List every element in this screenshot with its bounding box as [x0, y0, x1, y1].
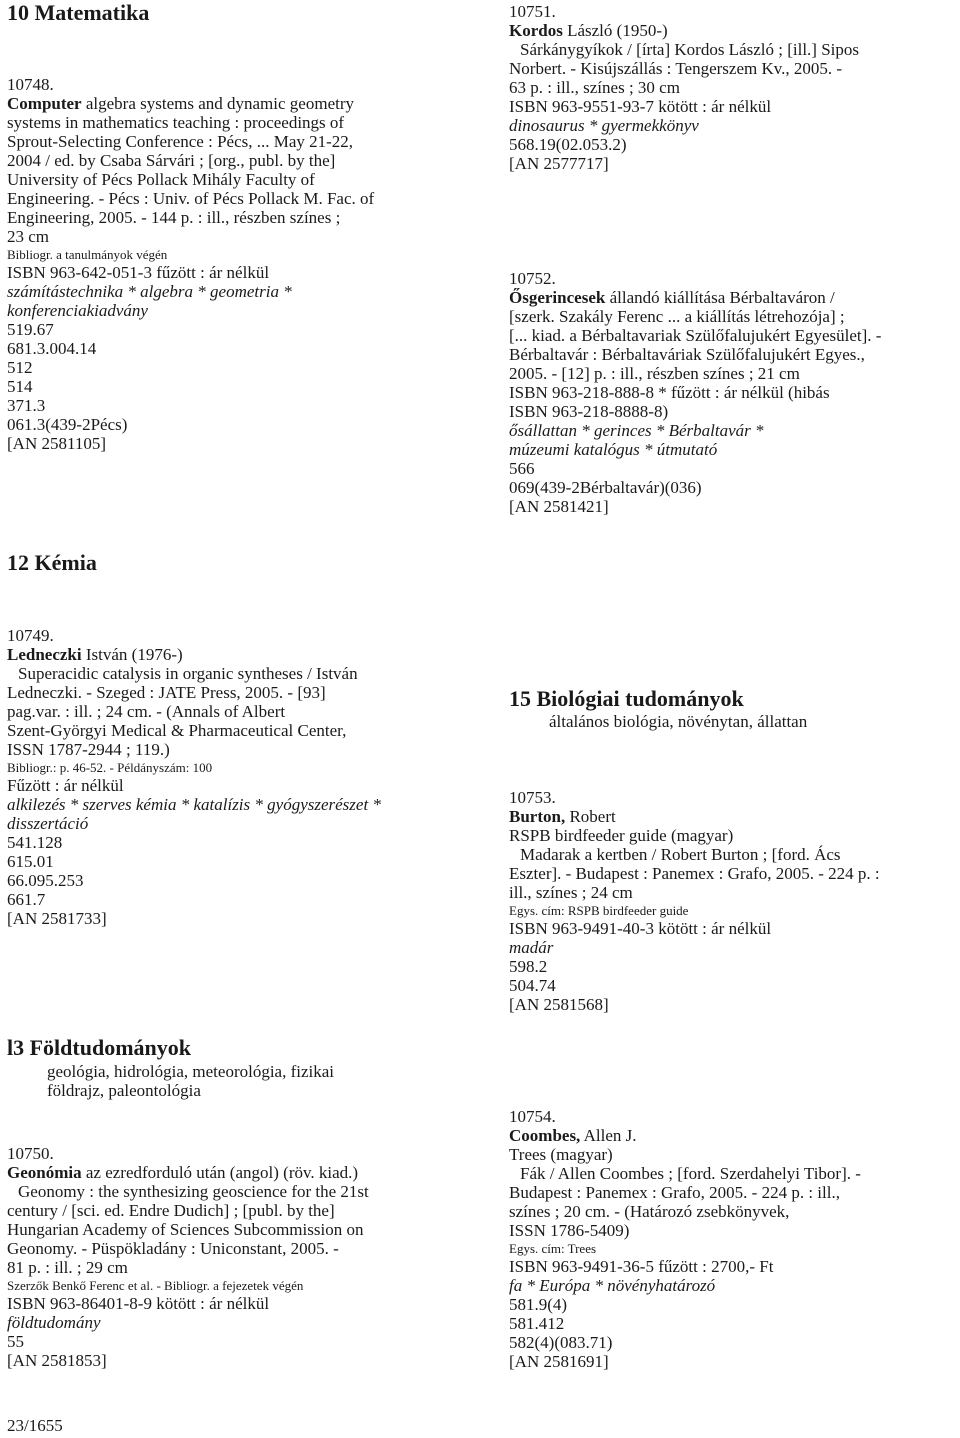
entry-line: Bérbaltavár : Bérbaltaváriak Szülőfalujukért Egyes., — [509, 345, 865, 364]
section-13-heading — [7, 1036, 457, 1100]
entry-code: [AN 2577717] — [509, 154, 609, 173]
section-subtitle: földrajz, paleontológia — [47, 1081, 201, 1100]
entry-line: [... kiad. a Bérbaltavariak Szülőfalujukért Egyesület]. - — [509, 326, 882, 345]
section-12-heading — [7, 551, 457, 575]
entry-line: Eszter]. - Budapest : Panemex : Grafo, 2005. - 224 p. : — [509, 864, 880, 883]
entry-subjects: földtudomány — [7, 1313, 101, 1332]
entry-heading-word: Ledneczki — [7, 645, 82, 664]
entry-title-line: Sárkánygyíkok / [írta] Kordos László ; [ill.] Sipos — [520, 40, 860, 59]
entry-title-line: Geonomy : the synthesizing geoscience for the 21st — [18, 1182, 369, 1201]
entry-10754 — [509, 1107, 959, 1371]
entry-line: Sprout-Selecting Conference : Pécs, ... May 21-22, — [7, 132, 354, 151]
entry-heading — [7, 645, 457, 664]
entry-note: Bibliogr.: p. 46-52. - Példányszám: 100 — [7, 760, 213, 775]
entry-10753 — [509, 788, 959, 1014]
entry-code: 681.3.004.14 — [7, 339, 97, 358]
entry-line: ISBN 963-218-8888-8) — [509, 402, 669, 421]
entry-subjects: alkilezés * szerves kémia * katalízis * gyógyszerészet * — [7, 795, 381, 814]
entry-line: Ledneczki. - Szeged : JATE Press, 2005. - [93] — [7, 683, 326, 702]
entry-code: 66.095.253 — [7, 871, 84, 890]
section-subtitle: általános biológia, növénytan, állattan — [549, 712, 808, 731]
entry-heading — [509, 1126, 959, 1145]
entry-line: Hungarian Academy of Sciences Subcommission on — [7, 1220, 364, 1239]
entry-code: 582(4)(083.71) — [509, 1333, 613, 1352]
entry-line: Budapest : Panemex : Grafo, 2005. - 224 p. : ill., — [509, 1183, 840, 1202]
entry-title-line: Madarak a kertben / Robert Burton ; [ford. Ács — [520, 845, 841, 864]
entry-note: Szerzők Benkő Ferenc et al. - Bibliogr. a fejezetek végén — [7, 1278, 304, 1293]
entry-heading — [509, 21, 959, 40]
page-number: 23/1655 — [7, 1416, 63, 1435]
entry-heading — [509, 807, 959, 826]
entry-line: ISBN 963-218-888-8 * fűzött : ár nélkül (hibás — [509, 383, 830, 402]
entry-number: 10750. — [7, 1144, 54, 1163]
entry-line: pag.var. : ill. ; 24 cm. - (Annals of Albert — [7, 702, 286, 721]
entry-title-line: Fák / Allen Coombes ; [ford. Szerdahelyi Tibor]. - — [520, 1164, 861, 1183]
entry-code: 504.74 — [509, 976, 556, 995]
entry-code: 514 — [7, 377, 33, 396]
entry-code: 061.3(439-2Pécs) — [7, 415, 128, 434]
entry-isbn: ISBN 963-9491-40-3 kötött : ár nélkül — [509, 919, 772, 938]
entry-subjects: múzeumi katalógus * útmutató — [509, 440, 718, 459]
section-10-heading — [7, 1, 457, 25]
entry-subjects: dinosaurus * gyermekkönyv — [509, 116, 699, 135]
entry-number: 10749. — [7, 626, 54, 645]
entry-code: [AN 2581105] — [7, 434, 106, 453]
section-title: 15 Biológiai tudományok — [509, 686, 744, 711]
entry-title-line: Superacidic catalysis in organic syntheses / István — [18, 664, 358, 683]
entry-note: Bibliogr. a tanulmányok végén — [7, 247, 168, 262]
entry-code: 069(439-2Bérbaltavár)(036) — [509, 478, 702, 497]
entry-10748 — [7, 75, 457, 453]
entry-subjects: ősállattan * gerinces * Bérbaltavár * — [509, 421, 764, 440]
entry-isbn: ISBN 963-86401-8-9 kötött : ár nélkül — [7, 1294, 270, 1313]
entry-isbn: Fűzött : ár nélkül — [7, 776, 124, 795]
section-title: 12 Kémia — [7, 550, 97, 575]
entry-uniform-title: Trees (magyar) — [509, 1145, 613, 1164]
entry-heading-word: Burton, — [509, 807, 566, 826]
entry-code: [AN 2581421] — [509, 497, 609, 516]
entry-10749 — [7, 626, 457, 928]
entry-heading-word: Coombes, — [509, 1126, 581, 1145]
entry-heading — [509, 288, 959, 307]
entry-line: 2004 / ed. by Csaba Sárvári ; [org., publ. by the] — [7, 151, 336, 170]
entry-isbn: ISBN 963-642-051-3 fűzött : ár nélkül — [7, 263, 270, 282]
entry-heading-rest: Allen J. — [580, 1126, 637, 1145]
entry-code: 512 — [7, 358, 33, 377]
entry-heading-word: Geonómia — [7, 1163, 82, 1182]
entry-heading-word: Kordos — [509, 21, 563, 40]
entry-heading-rest: István (1976-) — [81, 645, 183, 664]
entry-line: ill., színes ; 24 cm — [509, 883, 633, 902]
entry-heading-rest: algebra systems and dynamic geometry — [81, 94, 354, 113]
entry-line: 63 p. : ill., színes ; 30 cm — [509, 78, 680, 97]
entry-line: Engineering. - Pécs : Univ. of Pécs Pollack M. Fac. of — [7, 189, 375, 208]
entry-10751 — [509, 2, 959, 173]
entry-number: 10748. — [7, 75, 54, 94]
entry-code: [AN 2581568] — [509, 995, 609, 1014]
entry-code: 371.3 — [7, 396, 46, 415]
entry-line: systems in mathematics teaching : proceedings of — [7, 113, 345, 132]
entry-number: 10753. — [509, 788, 556, 807]
section-title: 10 Matematika — [7, 0, 150, 25]
entry-heading-rest: László (1950-) — [562, 21, 668, 40]
entry-heading — [7, 1163, 457, 1182]
entry-line: University of Pécs Pollack Mihály Faculty of — [7, 170, 315, 189]
entry-code: 568.19(02.053.2) — [509, 135, 627, 154]
entry-subjects: fa * Európa * növényhatározó — [509, 1276, 716, 1295]
entry-note: Egys. cím: Trees — [509, 1241, 597, 1256]
entry-line: [szerk. Szakály Ferenc ... a kiállítás létrehozója] ; — [509, 307, 845, 326]
entry-line: century / [sci. ed. Endre Dudich] ; [publ. by the] — [7, 1201, 335, 1220]
entry-subjects: disszertáció — [7, 814, 89, 833]
entry-line: Engineering, 2005. - 144 p. : ill., részben színes ; — [7, 208, 341, 227]
section-title: l3 Földtudományok — [7, 1035, 191, 1060]
entry-line: 81 p. : ill. ; 29 cm — [7, 1258, 128, 1277]
entry-line: Geonomy. - Püspökladány : Uniconstant, 2005. - — [7, 1239, 339, 1258]
entry-uniform-title: RSPB birdfeeder guide (magyar) — [509, 826, 734, 845]
entry-code: [AN 2581733] — [7, 909, 107, 928]
entry-line: színes ; 20 cm. - (Határozó zsebkönyvek, — [509, 1202, 790, 1221]
entry-code: 581.412 — [509, 1314, 565, 1333]
entry-code: 615.01 — [7, 852, 54, 871]
entry-code: 581.9(4) — [509, 1295, 568, 1314]
entry-code: 541.128 — [7, 833, 63, 852]
entry-line: Szent-Györgyi Medical & Pharmaceutical Center, — [7, 721, 347, 740]
entry-subjects: számítástechnika * algebra * geometria * — [7, 282, 292, 301]
entry-heading-word: Computer — [7, 94, 82, 113]
entry-heading-rest: az ezredforduló után (angol) (röv. kiad.) — [81, 1163, 359, 1182]
entry-code: 598.2 — [509, 957, 548, 976]
entry-heading-word: Ősgerincesek — [509, 288, 606, 307]
entry-heading-rest: állandó kiállítása Bérbaltaváron / — [605, 288, 835, 307]
section-subtitle: geológia, hidrológia, meteorológia, fizikai — [47, 1062, 335, 1081]
entry-line: ISBN 963-9551-93-7 kötött : ár nélkül — [509, 97, 772, 116]
entry-number: 10751. — [509, 2, 556, 21]
entry-number: 10754. — [509, 1107, 556, 1126]
entry-code: 519.67 — [7, 320, 54, 339]
entry-line: Norbert. - Kisújszállás : Tengerszem Kv., 2005. - — [509, 59, 843, 78]
entry-code: [AN 2581853] — [7, 1351, 107, 1370]
entry-number: 10752. — [509, 269, 556, 288]
entry-line: 23 cm — [7, 227, 50, 246]
entry-line: ISSN 1786-5409) — [509, 1221, 630, 1240]
entry-code: 566 — [509, 459, 535, 478]
entry-heading — [7, 94, 457, 113]
entry-heading-rest: Robert — [565, 807, 616, 826]
entry-subjects: konferenciakiadvány — [7, 301, 148, 320]
entry-code: 661.7 — [7, 890, 46, 909]
section-15-heading — [509, 687, 959, 731]
entry-note: Egys. cím: RSPB birdfeeder guide — [509, 903, 689, 918]
entry-code: [AN 2581691] — [509, 1352, 609, 1371]
entry-line: 2005. - [12] p. : ill., részben színes ; 21 cm — [509, 364, 800, 383]
entry-10752 — [509, 269, 959, 516]
entry-10750 — [7, 1144, 457, 1370]
entry-code: 55 — [7, 1332, 24, 1351]
entry-isbn: ISBN 963-9491-36-5 fűzött : 2700,- Ft — [509, 1257, 774, 1276]
entry-line: ISSN 1787-2944 ; 119.) — [7, 740, 170, 759]
entry-subjects: madár — [509, 938, 554, 957]
